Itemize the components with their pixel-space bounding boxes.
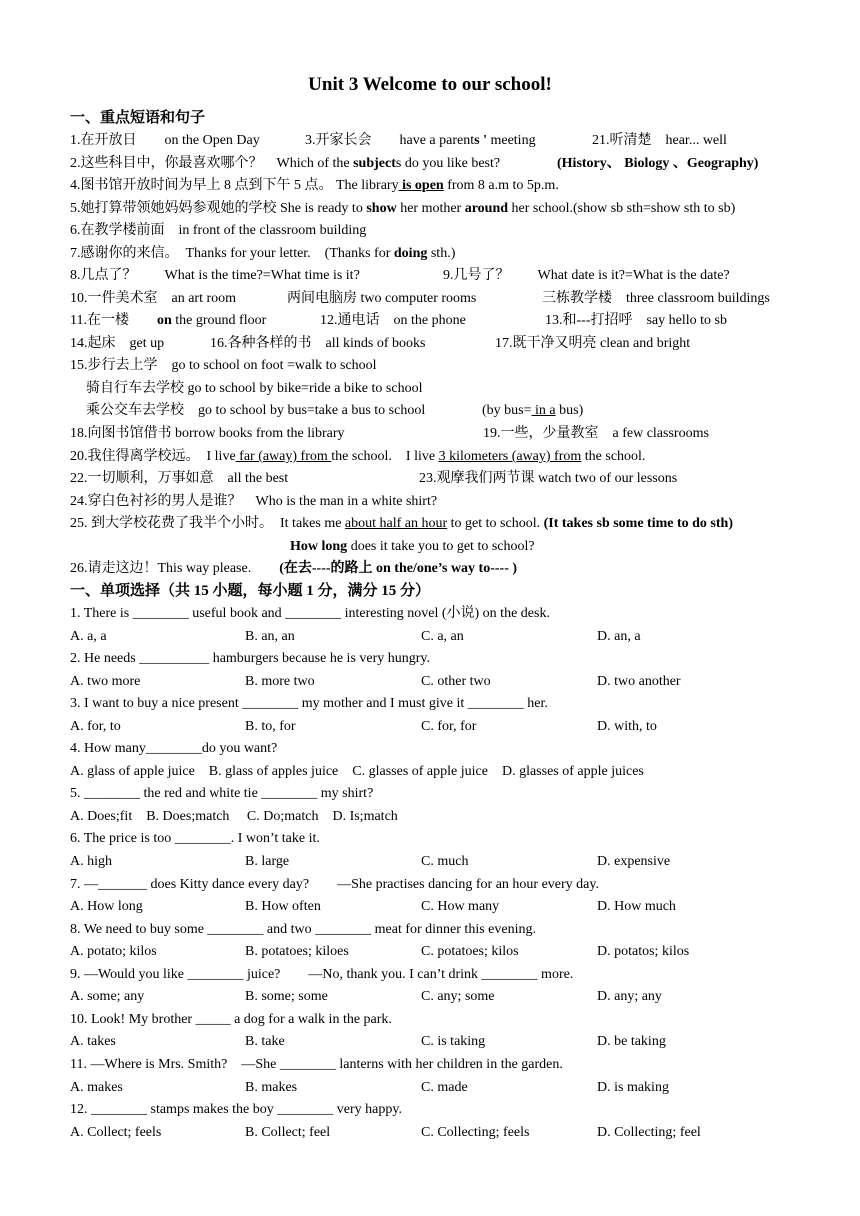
phrase-24: 24.穿白色衬衫的男人是谁？ Who is the man in a white shirt? [70,494,438,509]
phrase-2-subjects: (History、 Biology 、Geography) [557,156,759,171]
phrase-5-around: around [464,201,509,216]
phrase-25-pattern: (It takes sb some time to do sth) [543,516,733,531]
phrase-15c: 乘公交车去学校 go to school by bus=take a bus to school [86,403,426,418]
phrase-5-show: show [366,201,397,216]
option-a[interactable]: A. two more [70,674,141,689]
option-c[interactable]: C. made [421,1080,468,1095]
option-c[interactable]: C. much [421,854,469,869]
question-stem: 2. He needs __________ hamburgers because he is very hungry. [70,651,431,666]
phrase-10b: 两间电脑房 two computer rooms [287,291,477,306]
question-options: A. glass of apple juice B. glass of apples juice C. glasses of apple juice D. glasses of apple juices [70,764,644,779]
phrase-line-20 [70,447,645,467]
phrase-11-text: 11.在一楼 [70,313,157,328]
phrase-6: 6.在教学楼前面 in front of the classroom building [70,223,367,238]
option-a[interactable]: A. makes [70,1080,123,1095]
phrase-20-end: the school. [581,449,646,464]
phrase-9: 9.几号了？ What date is it?=What is the date? [443,268,730,283]
phrase-22: 22.一切顺利，万事如意 all the best [70,471,289,486]
option-d[interactable]: D. How much [597,899,676,914]
phrase-line-25 [70,514,733,534]
phrase-15d-underlined: in a [531,403,556,418]
phrase-10: 10.一件美术室 an art room [70,291,237,306]
phrase-2-bold: subject [353,156,396,171]
question-stem: 8. We need to buy some ________ and two ________ meat for dinner this evening. [70,922,536,937]
phrase-5-end: her school.(show sb sth=show sth to sb) [508,201,736,216]
section-heading-phrases: 一、重点短语和句子 [70,110,206,126]
phrase-15b: 骑自行车去学校 go to school by bike=ride a bike to school [86,381,423,396]
option-a[interactable]: A. for, to [70,719,121,734]
phrase-11-on: on [156,313,172,328]
phrase-20-text: 20.我住得离学校远。 I live [70,449,236,464]
option-b[interactable]: B. to, for [245,719,296,734]
option-c[interactable]: C. any; some [421,989,495,1004]
phrase-line-7 [70,244,455,264]
question-stem: 1. There is ________ useful book and ________ interesting novel (小说) on the desk. [70,606,550,621]
phrase-26-text: 26.请走这边！This way please. [70,561,280,576]
phrase-26-note: (在去----的路上 on the/one’s way to---- ) [279,561,518,576]
option-a[interactable]: A. a, a [70,629,107,644]
option-d[interactable]: D. any; any [597,989,662,1004]
option-b[interactable]: B. more two [245,674,315,689]
phrase-7-text: 7.感谢你的来信。 Thanks for your letter. (Thanks for [70,246,394,261]
phrase-3-end: meeting [490,133,536,148]
option-c[interactable]: C. How many [421,899,500,914]
option-a[interactable]: A. some; any [70,989,145,1004]
option-c[interactable]: C. other two [421,674,491,689]
option-b[interactable]: B. an, an [245,629,295,644]
phrase-7-doing: doing [393,246,428,261]
phrase-line-26 [70,559,517,579]
question-stem: 7. —_______ does Kitty dance every day? —She practises dancing for an hour every day. [70,877,599,892]
option-c[interactable]: C. for, for [421,719,477,734]
option-d[interactable]: D. potatos; kilos [597,944,690,959]
phrase-17: 17.既干净又明亮 clean and bright [495,336,691,351]
phrase-25-text: 25. 到大学校花费了我半个小时。 It takes me [70,516,345,531]
option-b[interactable]: B. Collect; feel [245,1125,331,1140]
phrase-line-10 [70,289,770,309]
phrase-5-mid: her mother [396,201,465,216]
phrase-1: 1.在开放日 on the Open Day [70,133,260,148]
phrase-4-end: from 8 a.m to 5p.m. [443,178,559,193]
option-d[interactable]: D. an, a [597,629,641,644]
phrase-21: 21.听清楚 hear... well [592,133,727,148]
phrase-25-question: does it take you to get to school? [347,539,535,554]
phrase-line-8 [70,266,730,286]
option-c[interactable]: C. potatoes; kilos [421,944,519,959]
phrase-2-cont: s do you like best? [395,156,501,171]
option-c[interactable]: C. Collecting; feels [421,1125,530,1140]
phrase-15d [482,401,583,421]
phrase-3-bold: s ' [474,133,491,148]
question-options: A. Does;fit B. Does;match C. Do;match D. Is;match [70,809,398,824]
phrase-4-text: 4.图书馆开放时间为早上 8 点到下午 5 点。 The library [70,178,399,193]
question-stem: 6. The price is too ________. I won’t take it. [70,831,320,846]
page-title: Unit 3 Welcome to our school! [308,74,552,95]
phrase-14: 14.起床 get up [70,336,165,351]
option-a[interactable]: A. takes [70,1034,116,1049]
option-a[interactable]: A. How long [70,899,143,914]
option-a[interactable]: A. high [70,854,112,869]
option-b[interactable]: B. makes [245,1080,298,1095]
phrase-line-18 [70,424,709,444]
phrase-18: 18.向图书馆借书 borrow books from the library [70,426,345,441]
phrase-15d-text: (by bus= [482,403,532,418]
phrase-line-11 [70,311,727,331]
question-stem: 10. Look! My brother _____ a dog for a walk in the park. [70,1012,392,1027]
phrase-25-mid: to get to school. [447,516,544,531]
phrase-16: 16.各种各样的书 all kinds of books [210,336,426,351]
phrase-5-text: 5.她打算带领她妈妈参观她的学校 She is ready to [70,201,367,216]
question-stem: 11. —Where is Mrs. Smith? —She ________ lanterns with her children in the garden. [70,1057,563,1072]
option-b[interactable]: B. take [245,1034,285,1049]
option-d[interactable]: D. expensive [597,854,671,869]
phrase-23: 23.观摩我们两节课 watch two of our lessons [419,471,678,486]
phrase-2-text: 2.这些科目中，你最喜欢哪个？ Which of the [70,156,354,171]
phrase-20-underlined: far (away) from [235,449,332,464]
phrase-15: 15.步行去上学 go to school on foot =walk to school [70,358,377,373]
phrase-25-howlong: How long [290,539,348,554]
phrase-12: 12.通电话 on the phone [320,313,466,328]
option-b[interactable]: B. large [245,854,290,869]
option-d[interactable]: D. be taking [597,1034,666,1049]
phrase-4-underlined: is open [398,178,444,193]
phrase-25-underlined: about half an hour [344,516,448,531]
phrase-line-25b [290,537,535,557]
option-b[interactable]: B. potatoes; kiloes [245,944,349,959]
phrase-line-4 [70,176,559,196]
phrase-line-5 [70,199,735,219]
option-d[interactable]: D. two another [597,674,681,689]
phrase-7-end: sth.) [427,246,456,261]
section-heading-choice: 一、单项选择（共 15 小题，每小题 1 分，满分 15 分） [70,583,431,599]
phrase-line-22 [70,469,678,489]
phrase-10c: 三栋教学楼 three classroom buildings [542,291,770,306]
option-c[interactable]: C. is taking [421,1034,486,1049]
option-d[interactable]: D. with, to [597,719,657,734]
phrase-line-1 [70,131,727,151]
option-a[interactable]: A. Collect; feels [70,1125,162,1140]
question-stem: 4. How many________do you want? [70,741,278,756]
option-d[interactable]: D. is making [597,1080,669,1095]
option-c[interactable]: C. a, an [421,629,464,644]
question-stem: 12. ________ stamps makes the boy ________ very happy. [70,1102,402,1117]
option-b[interactable]: B. some; some [245,989,328,1004]
phrase-11-end: the ground floor [171,313,267,328]
phrase-line-2 [70,154,759,174]
option-b[interactable]: B. How often [245,899,321,914]
phrase-15d-end: bus) [555,403,584,418]
phrase-3 [305,131,536,151]
phrase-20-mid: the school. I live [331,449,439,464]
phrase-line-15c [86,401,584,421]
phrase-line-14 [70,334,691,354]
option-d[interactable]: D. Collecting; feel [597,1125,701,1140]
question-stem: 9. —Would you like ________ juice? —No, thank you. I can’t drink ________ more. [70,967,574,982]
phrase-19: 19.一些，少量教室 a few classrooms [483,426,709,441]
question-stem: 5. ________ the red and white tie ________ my shirt? [70,786,374,801]
phrase-3-text: 3.开家长会 have a parent [305,133,475,148]
phrase-13: 13.和---打招呼 say hello to sb [545,313,727,328]
phrase-8: 8.几点了？ What is the time?=What time is it? [70,268,360,283]
question-stem: 3. I want to buy a nice present ________ my mother and I must give it ________ her. [70,696,548,711]
phrase-20-underlined-2: 3 kilometers (away) from [438,449,582,464]
option-a[interactable]: A. potato; kilos [70,944,157,959]
